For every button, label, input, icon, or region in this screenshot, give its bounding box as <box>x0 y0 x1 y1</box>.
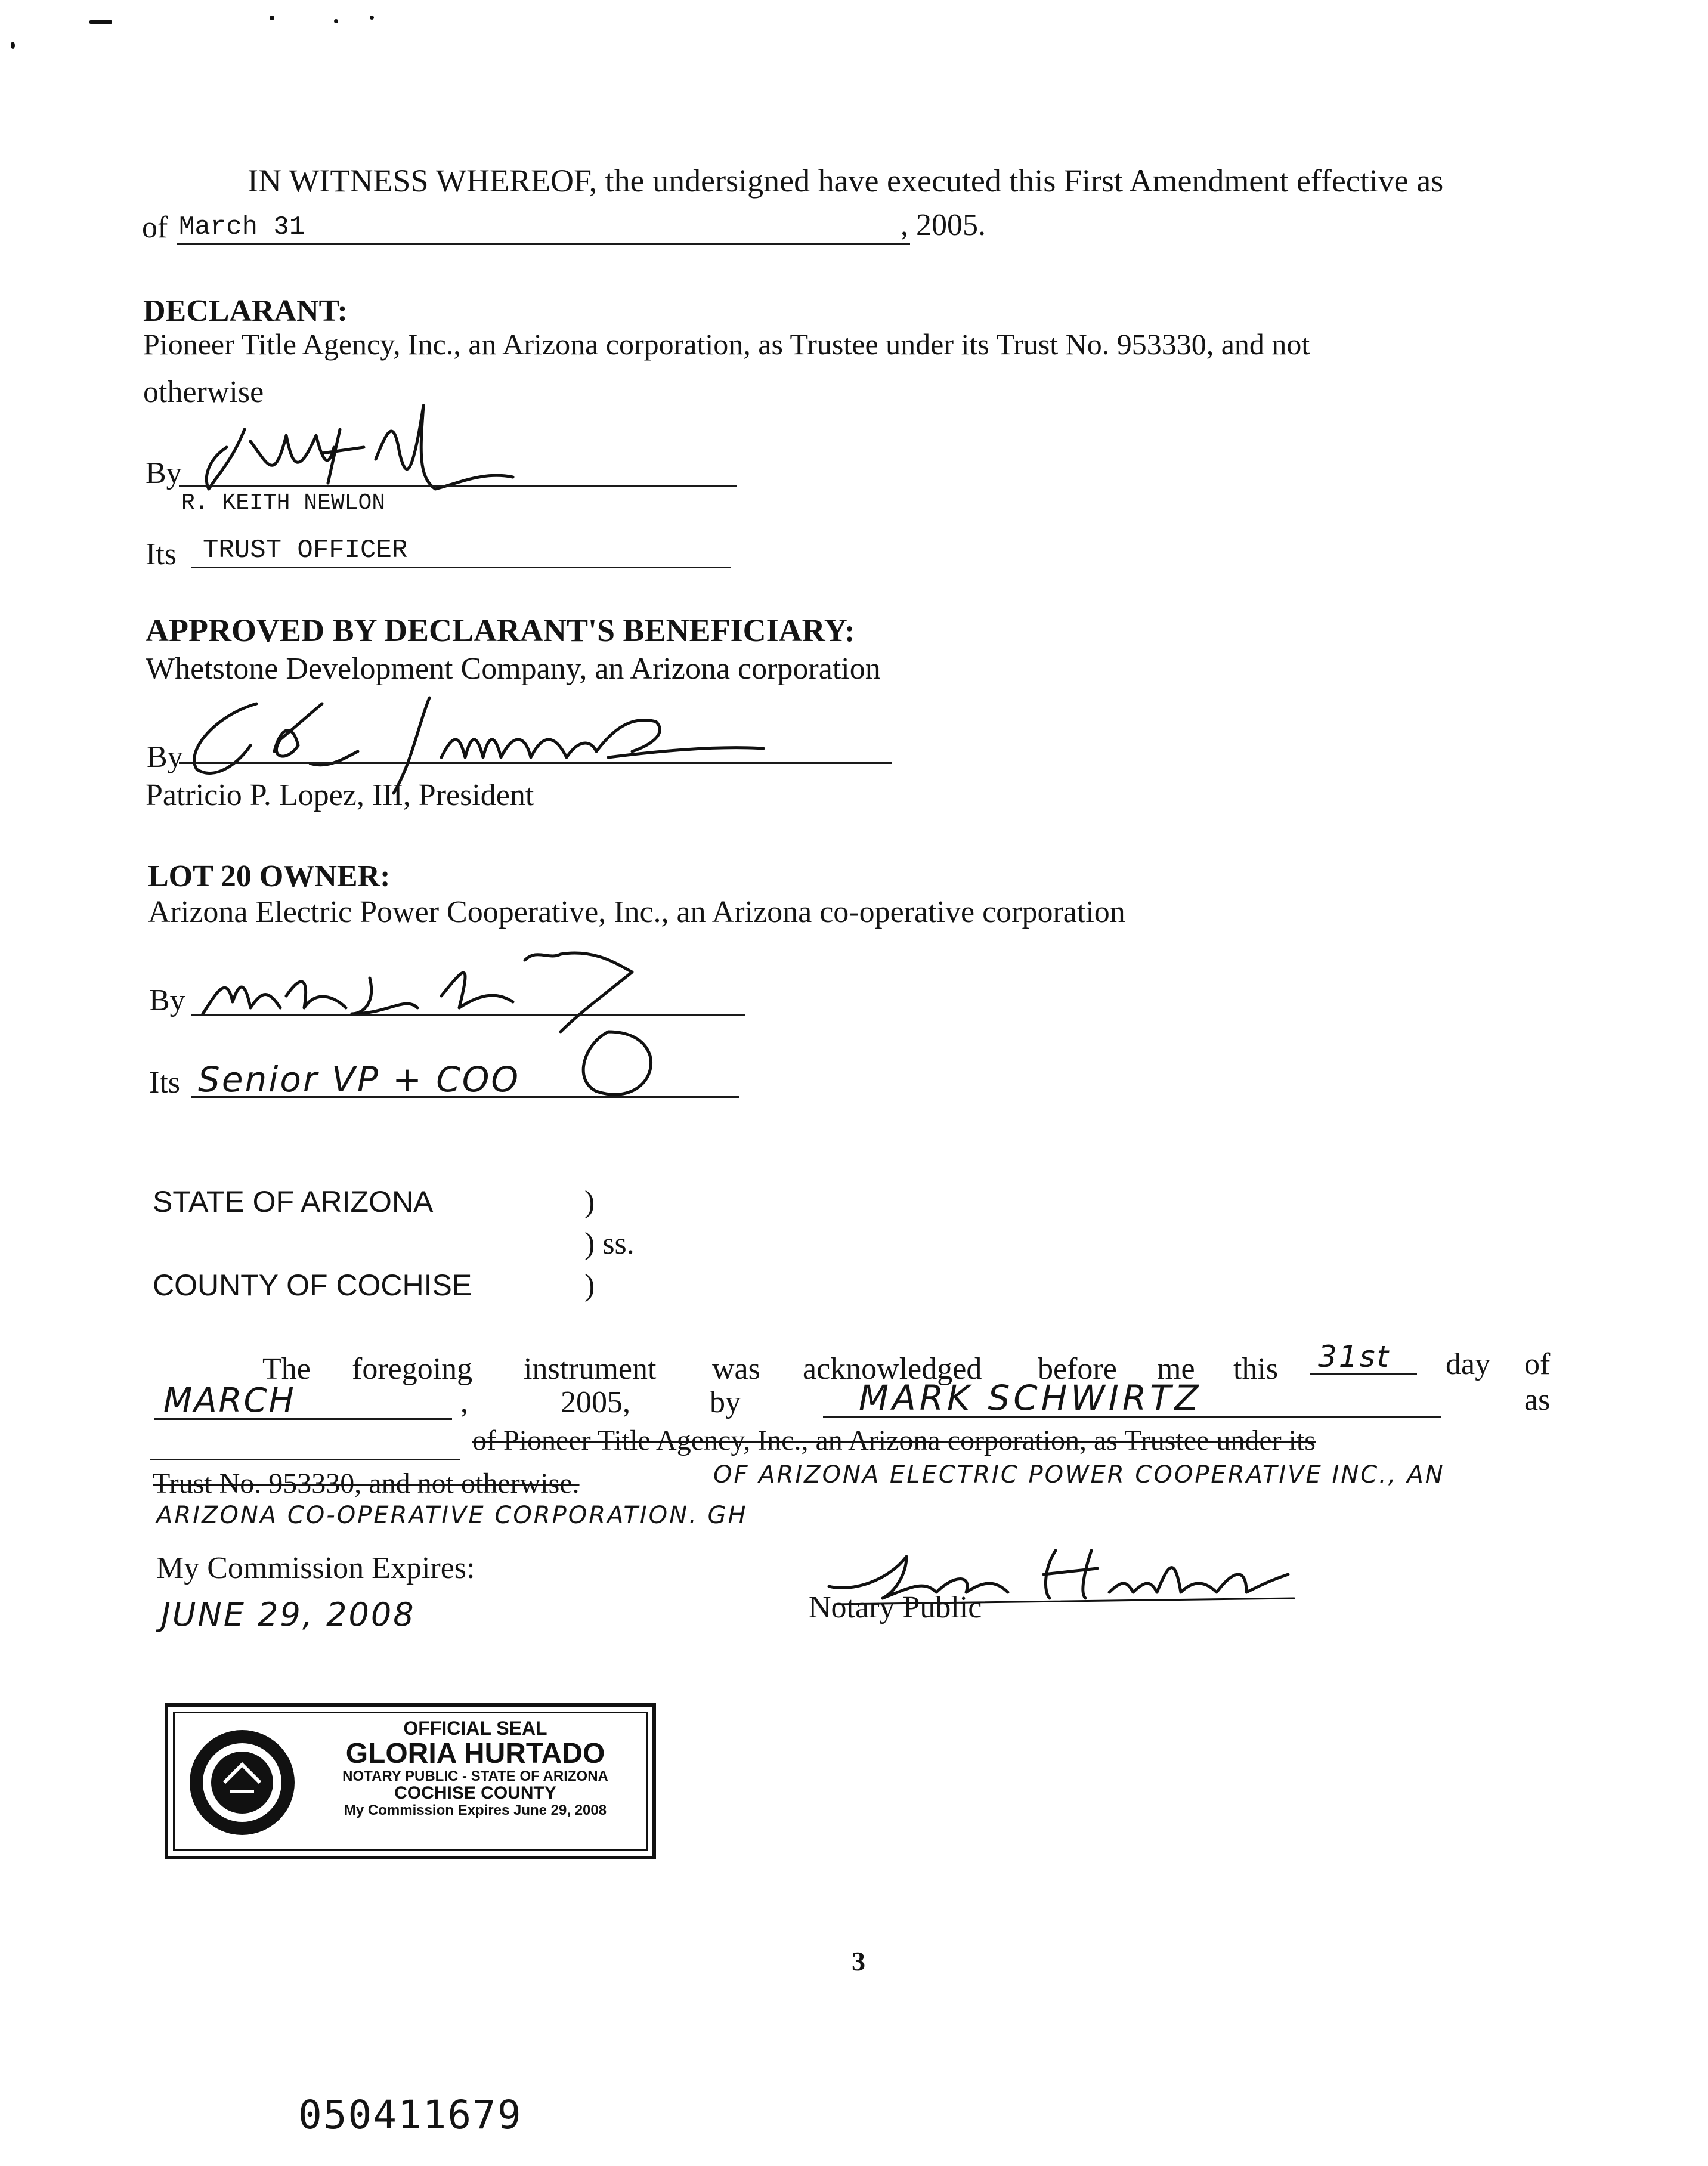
scan-speck <box>334 19 338 23</box>
document-number: 050411679 <box>298 2092 522 2138</box>
commission-label: My Commission Expires: <box>156 1551 475 1585</box>
seal-heading: OFFICIAL SEAL <box>403 1718 547 1739</box>
declarant-its-value: TRUST OFFICER <box>203 536 408 565</box>
lot-owner-signature-line <box>191 1014 745 1016</box>
lot-owner-by-label: By <box>149 983 185 1017</box>
venue-paren-top: ) <box>584 1185 595 1219</box>
lot-owner-its-label: Its <box>149 1066 180 1100</box>
witness-year: , 2005. <box>901 208 986 242</box>
lot-owner-heading: LOT 20 OWNER: <box>148 859 391 893</box>
effective-date-value: March 31 <box>179 212 305 242</box>
declarant-heading: DECLARANT: <box>143 294 348 328</box>
beneficiary-signer: Patricio P. Lopez, III, President <box>146 778 534 812</box>
ack-year: 2005, <box>561 1385 630 1419</box>
scan-speck <box>270 16 274 20</box>
beneficiary-heading: APPROVED BY DECLARANT'S BENEFICIARY: <box>146 612 855 648</box>
venue-state: STATE OF ARIZONA <box>153 1185 434 1218</box>
ack-month-line <box>154 1418 452 1420</box>
scan-speck <box>11 42 15 49</box>
ack-struck-text: Trust No. 953330, and not otherwise. <box>153 1468 580 1499</box>
ack-word: foregoing <box>352 1352 473 1386</box>
declarant-signature-line <box>179 485 737 487</box>
commission-date: JUNE 29, 2008 <box>161 1596 416 1633</box>
beneficiary-description: Whetstone Development Company, an Arizona corporation <box>146 652 881 686</box>
witness-clause: IN WITNESS WHEREOF, the undersigned have executed this First Amendment effective as <box>247 163 1444 199</box>
ack-word: me <box>1157 1352 1195 1386</box>
ack-handwritten-insert: ARIZONA CO-OPERATIVE CORPORATION. GH <box>156 1502 748 1529</box>
declarant-signer-name: R. KEITH NEWLON <box>181 490 386 516</box>
ack-word: before <box>1038 1352 1117 1386</box>
lot-owner-its-line <box>191 1096 739 1098</box>
declarant-its-line <box>191 567 731 568</box>
ack-comma: , <box>460 1385 468 1419</box>
ack-struck-text: of Pioneer Title Agency, Inc., an Arizona corporation, as Trustee under its <box>472 1425 1316 1456</box>
ack-day-line <box>1310 1373 1417 1375</box>
lot-owner-description: Arizona Electric Power Cooperative, Inc., an Arizona co-operative corporation <box>148 895 1125 929</box>
ack-word: acknowledged <box>803 1352 982 1386</box>
seal-expiration: My Commission Expires June 29, 2008 <box>344 1802 607 1818</box>
venue-county: COUNTY OF COCHISE <box>153 1268 472 1302</box>
ack-blank-line <box>150 1459 460 1460</box>
seal-county: COCHISE COUNTY <box>394 1783 556 1803</box>
beneficiary-signature-line <box>179 762 892 764</box>
effective-date-line <box>177 243 910 245</box>
page-number: 3 <box>852 1946 865 1976</box>
ack-name-value: MARK SCHWIRTZ <box>859 1378 1202 1418</box>
ack-as: as <box>1524 1383 1551 1417</box>
ack-word: The <box>262 1352 311 1386</box>
scan-speck <box>89 20 112 24</box>
notary-title: Notary Public <box>809 1591 982 1624</box>
ack-word: instrument <box>524 1352 657 1386</box>
ack-day-value: 31st <box>1318 1339 1391 1374</box>
venue-ss: ) ss. <box>584 1227 635 1261</box>
ack-handwritten-insert: OF ARIZONA ELECTRIC POWER COOPERATIVE INC., AN <box>713 1461 1445 1489</box>
seal-notary-state: NOTARY PUBLIC - STATE OF ARIZONA <box>342 1768 608 1784</box>
ack-by: by <box>710 1385 741 1419</box>
venue-paren-bottom: ) <box>584 1268 595 1302</box>
witness-of-label: of <box>142 211 168 245</box>
ack-word: of <box>1524 1347 1551 1381</box>
ack-word: this <box>1233 1352 1279 1386</box>
declarant-description-cont: otherwise <box>143 375 264 409</box>
ack-month-value: MARCH <box>163 1381 296 1420</box>
seal-notary-name: GLORIA HURTADO <box>345 1737 605 1769</box>
declarant-by-label: By <box>146 456 182 490</box>
scan-speck <box>370 16 374 20</box>
ack-word: day <box>1446 1347 1491 1381</box>
declarant-its-label: Its <box>146 537 177 571</box>
notary-seal-stamp <box>165 1703 656 1859</box>
ack-name-line <box>823 1416 1441 1418</box>
ack-word: was <box>712 1352 760 1386</box>
declarant-description: Pioneer Title Agency, Inc., an Arizona corporation, as Trustee under its Trust No. 953330, and not <box>143 327 1310 361</box>
lot-owner-its-value: Senior VP + COO <box>198 1059 521 1100</box>
beneficiary-by-label: By <box>147 740 183 774</box>
arizona-seal-emblem <box>182 1726 302 1839</box>
